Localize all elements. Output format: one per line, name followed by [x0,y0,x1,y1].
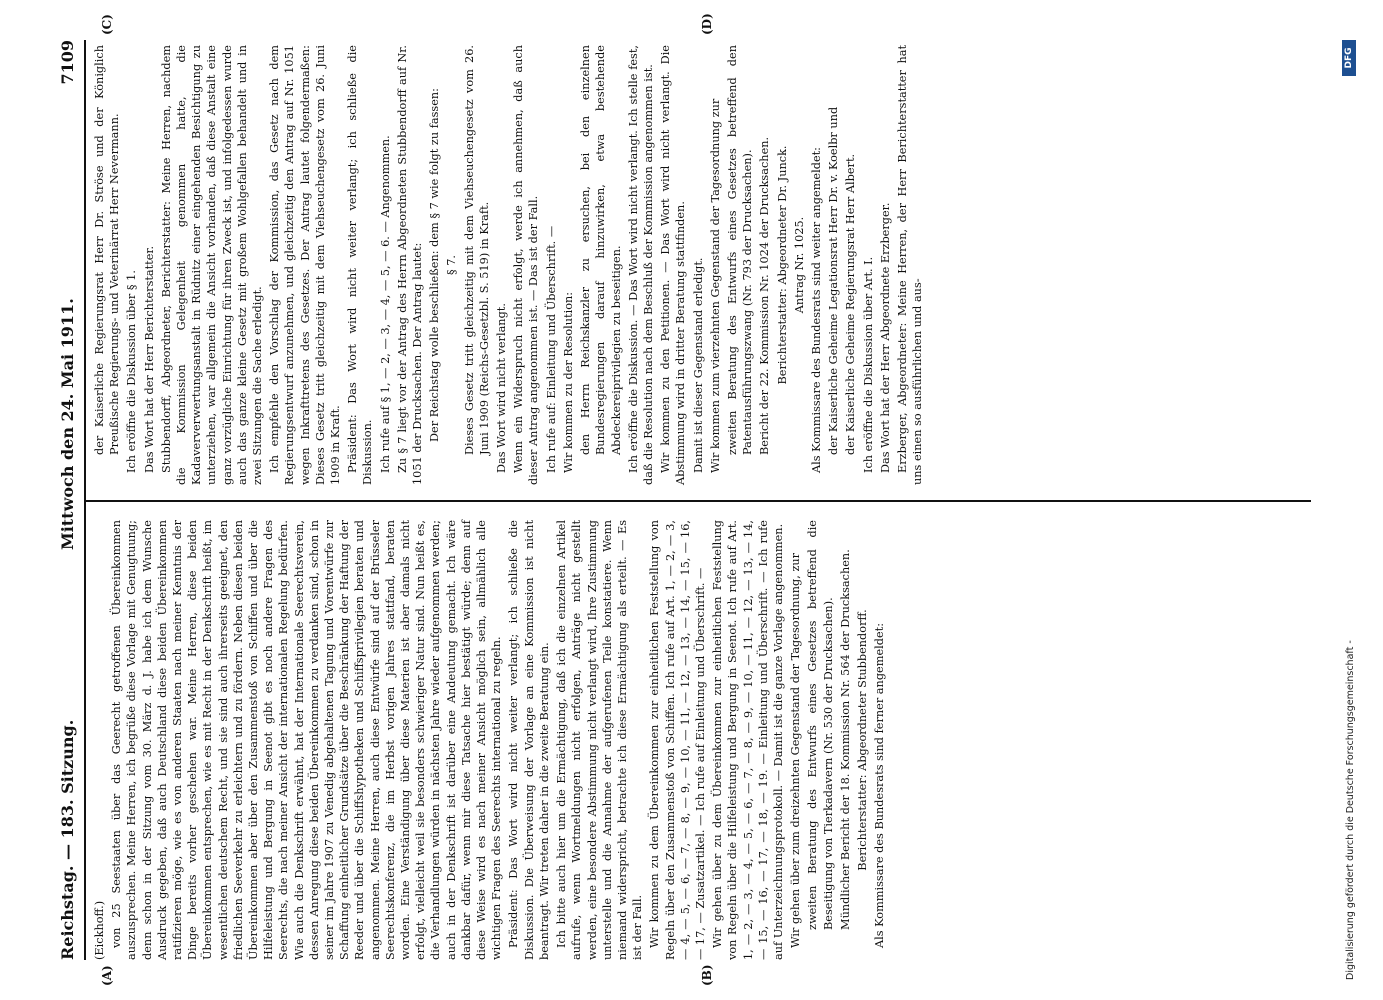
rapporteur-line: Berichterstatter: Abgeordneter Stubbendorff. [855,609,869,871]
speaker-tag: (Eickhoff.) [93,900,106,960]
column-divider [86,500,1311,502]
marker-c: (C) [100,14,114,35]
paragraph: Das Wort hat der Herr Berichterstatter. [142,245,156,473]
header-date: Mittwoch den 24. Mai 1911. [58,298,77,550]
paragraph: Ich rufe auf § 1, — 2, — 3, — 4, — 5, — 6. — Angenommen. [378,135,392,473]
paragraph: Wir kommen zum vierzehnten Gegenstand der Tagesordnung zur [708,98,722,473]
paragraph: Ich eröffne die Diskussion. — Das Wort wird nicht verlangt. Ich stelle fest, daß die Resolution nach dem Beschluß der Kommission angenommen ist. [626,45,655,485]
paragraph: Ich rufe auf: Einleitung und Überschrift. — [544,225,558,473]
paragraph: Erzberger, Abgeordneter: Meine Herren, der Herr Berichterstatter hat uns einen so ausführlichen und aus- [895,45,925,485]
marker-d: (D) [700,13,714,35]
paragraph: Ich empfehle den Vorschlag der Kommission, das Gesetz nach dem Regierungsentwurf anzunehmen, und gleichzeitig den Antrag auf Nr. 1051 wegen Inkrafttretens des Gesetzes. Der Antrag lautet folgendermaßen: Dieses Gesetz tritt gleichzeitig mit dem Viehseuchengesetz vom 26. Juni 1909 in Kraft. [268,45,343,485]
paragraph: Wir kommen zu der Resolution: [561,291,575,473]
paragraph: Ich eröffne die Diskussion über Art. I. [861,256,875,473]
paragraph: Das Wort wird nicht verlangt. [495,303,509,473]
paragraph: Wir kommen zu dem Übereinkommen zur einheitlichen Feststellung von Regeln über den Zusammenstoß von Schiffen. Ich rufe auf Art. 1, — 2, — 3, — 4, — 5, — 6, — 7, — 8, — 9, — 10, — 11, — 12, — 13, — 14, — 15, — 16, — 17, — Zusatzartikel. — Ich rufe auf Einleitung und Überschrift. — [648,520,707,960]
paragraph: Wir gehen über zum dreizehnten Gegenstand der Tagesordnung, zur [789,552,803,948]
page-header [58,40,84,960]
paragraph: Als Kommissare des Bundesrats sind ferner angemeldet: [873,622,887,948]
paragraph: Als Kommissare des Bundesrats sind weiter angemeldet: [809,147,823,473]
agenda-item: zweiten Beratung des Entwurfs eines Gesetzes betreffend den Patentausführungszwang (Nr. 793 der Drucksachen). [725,45,755,455]
left-column [92,520,889,960]
paragraph: Wir gehen über zu dem Übereinkommen zur einheitlichen Feststellung von Regeln über die Hilfeleistung und Bergung in Seenot. Ich rufe auf Art. 1, — 2, — 3, — 4, — 5, — 6, — 7, — 8, — 9, — 10, — 11, — 12, — 13, — 14, — 15, — 16, — 17, — 18, — 19. — Einleitung und Überschrift. — Ich rufe auf Unterzeichnungsprotokoll. — Damit ist die ganze Vorlage angenommen. [711,520,785,960]
paragraph: Präsident: Das Wort wird nicht weiter verlangt; ich schließe die Diskussion. [346,45,375,485]
commissioner-list: der Kaiserliche Regierungsrat Herr Dr. Ströse und der Königlich Preußische Regierungs- und Veterinärrat Herr Nevermann. [93,45,122,455]
agenda-item: zweiten Beratung des Entwurfs eines Gesetzes betreffend die Beseitigung von Tierkadavern (Nr. 530 der Drucksachen). [806,520,835,930]
paragraph: Damit ist dieser Gegenstand erledigt. [691,257,705,473]
report-line: Mündlicher Bericht der 18. Kommission Nr. 564 der Drucksachen. [838,549,852,930]
paragraph: von 25 Seestaaten über das Geerecht getroffenen Übereinkommen auszusprechen. Meine Herren, ich begrüße diese Vorlage mit Genugtuung; denn schon in der Sitzung vom 30. März d. J. habe ich dem Wunsche Ausdruck gegeben, daß auch Deutschland diese beiden Übereinkommen ratifizieren möge, wie es von anderen Staaten nach meiner Kenntnis der Dinge bereits vorher geschehen war. Meine Herren, diese beiden Übereinkommen entsprechen, wie es mit Recht in der Denkschrift heißt, im wesentlichen deutschem Recht, und sie sind auch ihrerseits geeignet, den friedlichen Seeverkehr zu erleichtern und zu fördern. Neben diesen beiden Übereinkommen aber über den Zusammenstoß von Schiffen und über die Hilfeleistung und Bergung in Seenot gibt es noch andere Fragen des Seerechts, die nach meiner Ansicht der internationalen Regelung bedürfen. Wie auch die Denkschrift erwähnt, hat der Internationale Seerechtsverein, dessen Anregung diese beiden Übereinkommen zu verdanken sind, schon in seiner im Jahre 1907 zu Venedig abgehaltenen Tagung und Vorentwürfe zur Schaffung einheitlicher Grundsätze über die Beschränkung der Haftung der Reeder und über die Schiffshypotheken und Schiffsprivilegien beraten und angenommen. Meine Herren, auch diese Entwürfe sind auf der Brüsseler Seerechtskonferenz, die im Herbst vorigen Jahres stattfand, beraten worden. Eine Verständigung über diese Materien ist aber damals nicht erfolgt, vielleicht weil sie besonders schwieriger Natur sind. Nun heißt es, die Verhandlungen würden in nächsten Jahre wieder aufgenommen werden; auch in der Denkschrift ist darüber eine Andeutung gemacht. Ich wäre dankbar dafür, wenn mir diese Tatsache hier bestätigt würde; denn auf diese Weise wird es nach meiner Ansicht möglich sein, allmählich alle wichtigen Fragen des Seerechts international zu regeln. [110,520,504,960]
paragraph: Zu § 7 liegt vor der Antrag des Herrn Abgeordneten Stubbendorff auf Nr. 1051 der Drucksachen. Der Antrag lautet: [395,45,425,485]
section-heading: § 7. [445,254,459,276]
header-left: Reichstag. — 183. Sitzung. [58,719,77,960]
marker-b: (B) [700,964,714,986]
commissioner-entry: der Kaiserliche Geheime Legationsrat Herr Dr. v. Koelbr und [827,106,841,455]
commissioner-entry: der Kaiserliche Geheime Regierungsrat Herr Albert. [844,153,858,455]
motion-number: Antrag Nr. 1025. [792,216,806,314]
paragraph: Wir kommen zu den Petitionen. — Das Wort wird nicht verlangt. Die Abstimmung wird in dritter Beratung stattfinden. [659,45,688,485]
paragraph: Ich eröffne die Diskussion über § 1. [125,270,139,473]
resolution-text: den Herrn Reichskanzler zu ersuchen, bei den einzelnen Bundesregierungen darauf hinzuwirken, etwa bestehende Abdeckereiprivilegien zu beseitigen. [579,45,623,455]
dfg-logo: DFG [1342,40,1356,76]
report-line: Bericht der 22. Kommission Nr. 1024 der Drucksachen. [758,136,772,455]
paragraph: Präsident: Das Wort wird nicht weiter verlangt; ich schließe die Diskussion. Die Überweisung der Vorlage an eine Kommission ist nicht beantragt. Wir treten daher in die zweite Beratung ein. [507,520,551,960]
rapporteur-line: Berichterstatter: Abgeordneter Dr. Junck. [775,145,789,385]
paragraph: Ich bitte auch hier um die Ermächtigung, daß ich die einzelnen Artikel aufrufe, wenn Wortmeldungen nicht erfolgen, Anträge nicht gestellt werden, eine besondere Abstimmung nicht verlangt wird, Ihre Zustimmung unterstelle und die Annahme der aufgerufenen Teile konstatiere. Wenn niemand widerspricht, betrachte ich diese Ermächtigung als erteilt. — Es ist der Fall. [555,520,645,960]
marker-a: (A) [100,965,114,986]
motion-intro: Der Reichstag wolle beschließen: dem § 7 wie folgt zu fassen: [428,88,442,442]
paragraph: Stubbendorff, Abgeordneter, Berichterstatter: Meine Herren, nachdem die Kommission Gelegenheit genommen hatte, die Kadaververwertungsanstalt in Rüdnitz einer eingehenden Besichtigung zu unterziehen, war allgemein die Ansicht vorhanden, daß diese Anstalt eine ganz vorzügliche Einrichtung für ihren Zweck ist, und infolgedessen wurde auch das ganze kleine Gesetz mit großem Wohlgefallen behandelt und in zwei Sitzungen die Sache erledigt. [159,45,265,485]
paragraph: Das Wort hat der Herr Abgeordnete Erzberger. [878,202,892,473]
page-number: 7109 [58,40,77,85]
digitization-credit: Digitalisierung gefördert durch die Deutsche Forschungsgemeinschaft - [1345,640,1356,980]
motion-text: Dieses Gesetz tritt gleichzeitig mit dem Viehseuchengesetz vom 26. Juni 1909 (Reichs-Gesetzbl. S. 519) in Kraft. [462,45,491,455]
paragraph: Wenn ein Widerspruch nicht erfolgt, werde ich annehmen, daß auch dieser Antrag angenommen ist. — Das ist der Fall. [512,45,541,485]
right-column [92,45,927,485]
